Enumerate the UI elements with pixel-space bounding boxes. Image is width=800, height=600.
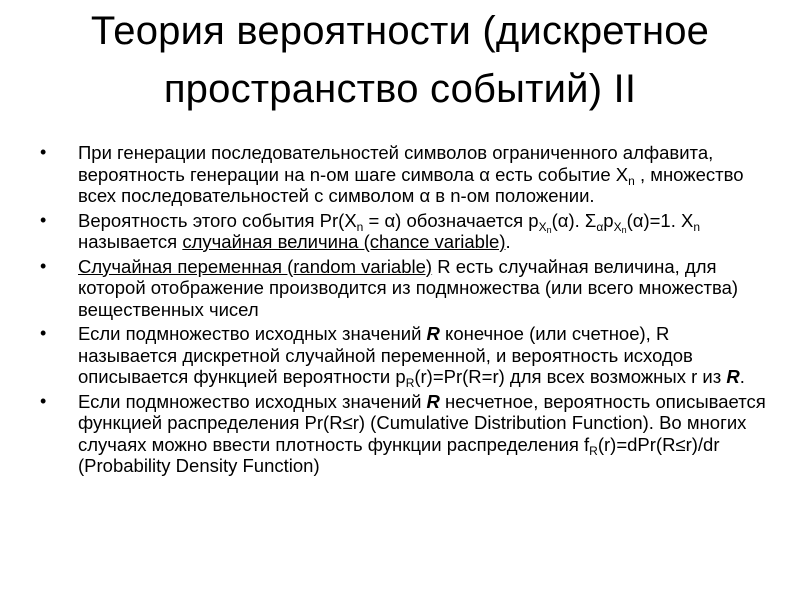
b2-sub-4-a: X xyxy=(613,219,622,234)
b2-sub-5: n xyxy=(693,219,701,234)
b2-text-1: Вероятность этого события Pr(X xyxy=(78,209,357,231)
b2-sub-3: α xyxy=(596,219,604,234)
b4-sub-1: R xyxy=(405,376,415,390)
b5-text-2: несчетное, вероятность описывается функцией распределения Pr(R≤r) (Cumulative Distribution Function). Во многих случаях можно ввести плотность функции распределения f xyxy=(78,390,766,455)
b2-text-6: называется xyxy=(78,231,183,252)
b1-sub-1: n xyxy=(628,173,635,188)
b2-text-5: (α)=1. X xyxy=(626,209,694,231)
b4-text-4: . xyxy=(739,366,745,387)
slide-title xyxy=(40,2,760,118)
bullet-item-2 xyxy=(40,210,770,253)
b1-text-2: , множество всех последовательностей с символом α в n-ом положении. xyxy=(78,163,744,206)
bullet-dot-icon: • xyxy=(40,255,47,276)
b5-sub-1: R xyxy=(589,443,598,458)
b2-sub-2-a: X xyxy=(538,219,547,234)
b2-text-4: p xyxy=(603,209,614,231)
bullet-item-4 xyxy=(40,323,770,388)
b2-sub-2-b: n xyxy=(546,224,552,235)
b4-text-2: конечное (или счетное), R называется дискретной случайной переменной, и вероятность исходов описывается функцией вероятности p xyxy=(78,323,693,387)
random-variable-term: Случайная переменная (random variable) xyxy=(78,255,433,277)
b2-sub-1: n xyxy=(356,219,364,234)
bullet-item-5 xyxy=(40,391,770,477)
b5-text-1: Если подмножество исходных значений xyxy=(78,390,427,412)
bullet-dot-icon: • xyxy=(40,390,47,411)
chance-variable-term: случайная величина (chance variable) xyxy=(182,231,506,252)
b2-sub-4 xyxy=(614,220,627,234)
bullet-item-3 xyxy=(40,256,770,321)
b2-text-2: = α) обозначается p xyxy=(363,209,539,231)
b4-bold-r-2: R xyxy=(726,366,740,387)
b2-text-3: (α). Σ xyxy=(551,209,597,231)
title-line-2: пространство событий) II xyxy=(163,67,637,111)
b2-text-7: . xyxy=(505,231,511,252)
bullet-dot-icon: • xyxy=(40,209,47,230)
bullet-dot-icon: • xyxy=(40,142,47,162)
b3-text-1: R есть случайная величина, для которой отображение производится из подмножества (или всего множества) вещественных чисел xyxy=(78,255,739,320)
b4-text-1: Если подмножество исходных значений xyxy=(78,323,427,344)
title-line-1: Теория вероятности (дискретное xyxy=(90,9,710,53)
bullet-item-1 xyxy=(40,142,770,207)
b4-bold-r-1: R xyxy=(426,323,440,344)
b4-text-3: (r)=Pr(R=r) для всех возможных r из xyxy=(414,366,727,387)
b5-text-3: (r)=dPr(R≤r)/dr (Probability Density Function) xyxy=(78,433,720,476)
b1-text-1: При генерации последовательностей символов ограниченного алфавита, вероятность генерации на n-ом шаге символа α есть событие X xyxy=(78,142,714,185)
b2-sub-2 xyxy=(539,220,552,234)
bullet-list xyxy=(40,142,770,480)
bullet-dot-icon: • xyxy=(40,323,47,343)
b2-sub-4-b: n xyxy=(621,224,627,235)
b5-bold-r-1: R xyxy=(426,390,440,412)
